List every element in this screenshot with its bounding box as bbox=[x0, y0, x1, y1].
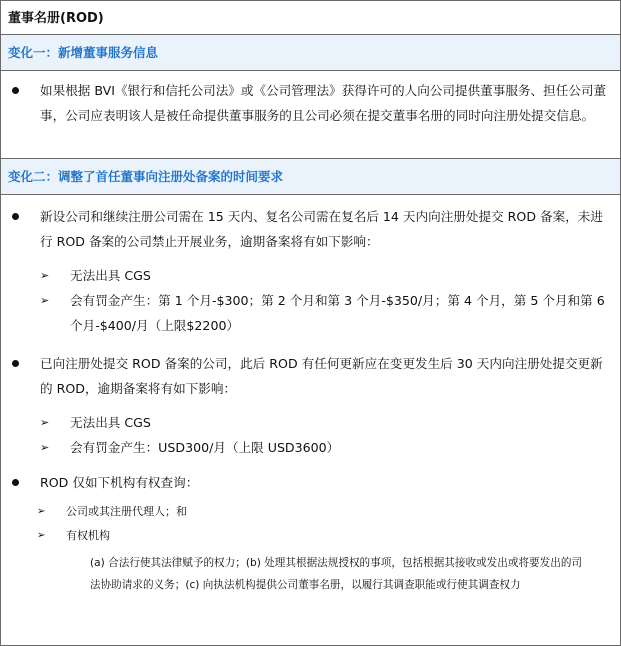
arrow-bullet-icon: ➢ bbox=[40, 269, 50, 282]
bullet-text: 已向注册处提交 ROD 备案的公司，此后 ROD 有任何更新应在变更发生后 30 天内向注册处提交更新的 ROD，逾期备案将有如下影响： bbox=[40, 356, 603, 396]
bullet-item bbox=[10, 78, 612, 128]
list-item-text: 公司或其注册代理人；和 bbox=[66, 505, 187, 518]
section-header-change-one: 变化一：新增董事服务信息 bbox=[1, 35, 620, 71]
bullet-dot-icon bbox=[12, 360, 19, 367]
list-item-text: 会有罚金产生：第 1 个月-$300；第 2 个月和第 3 个月-$350/月；第 4 个月，第 5 个月和第 6 个月-$400/月（上限$2200） bbox=[70, 293, 605, 333]
bullet-text: ROD 仅如下机构有权查询： bbox=[40, 475, 199, 490]
section-body-change-one bbox=[1, 71, 620, 159]
arrow-bullet-icon: ➢ bbox=[40, 441, 50, 454]
list-item-text: 有权机构 bbox=[66, 529, 110, 542]
arrow-bullet-icon: ➢ bbox=[37, 530, 46, 541]
authority-purposes-note: (a) 合法行使其法律赋予的权力；(b) 处理其根据法规授权的事项，包括根据其接收或发出或将要发出的司法协助请求的义务；(c) 向执法机构提供公司董事名册，以履行其调查职能或行使其调查权力 bbox=[90, 557, 583, 591]
section-header-change-two: 变化二：调整了首任董事向注册处备案的时间要求 bbox=[1, 159, 620, 195]
section-body-change-two bbox=[1, 195, 620, 596]
bullet-text: 如果根据 BVI《银行和信托公司法》或《公司管理法》获得许可的人向公司提供董事服务、担任公司董事，公司应表明该人是被任命提供董事服务的且公司必须在提交董事名册的同时向注册处提交信息。 bbox=[40, 83, 607, 123]
document-title: 董事名册(ROD) bbox=[1, 1, 620, 35]
list-item bbox=[10, 435, 612, 460]
list-item-text: 会有罚金产生：USD300/月（上限 USD3600） bbox=[70, 440, 340, 455]
list-item-text: 无法出具 CGS bbox=[70, 268, 151, 283]
bullet-text: 新设公司和继续注册公司需在 15 天内、复名公司需在复名后 14 天内向注册处提交 ROD 备案，未进行 ROD 备案的公司禁止开展业务，逾期备案将有如下影响： bbox=[40, 209, 603, 249]
bullet-item bbox=[10, 351, 612, 401]
list-item bbox=[10, 263, 612, 288]
list-item bbox=[10, 410, 612, 435]
arrow-bullet-icon: ➢ bbox=[37, 506, 46, 517]
list-item bbox=[10, 524, 612, 548]
bullet-dot-icon bbox=[12, 213, 19, 220]
bullet-item bbox=[10, 204, 612, 254]
bullet-dot-icon bbox=[12, 87, 19, 94]
bullet-dot-icon bbox=[12, 479, 19, 486]
list-item-text: 无法出具 CGS bbox=[70, 415, 151, 430]
list-item bbox=[10, 500, 612, 524]
list-item bbox=[10, 288, 612, 338]
arrow-bullet-icon: ➢ bbox=[40, 416, 50, 429]
arrow-bullet-icon: ➢ bbox=[40, 294, 50, 307]
bullet-item bbox=[10, 470, 612, 495]
